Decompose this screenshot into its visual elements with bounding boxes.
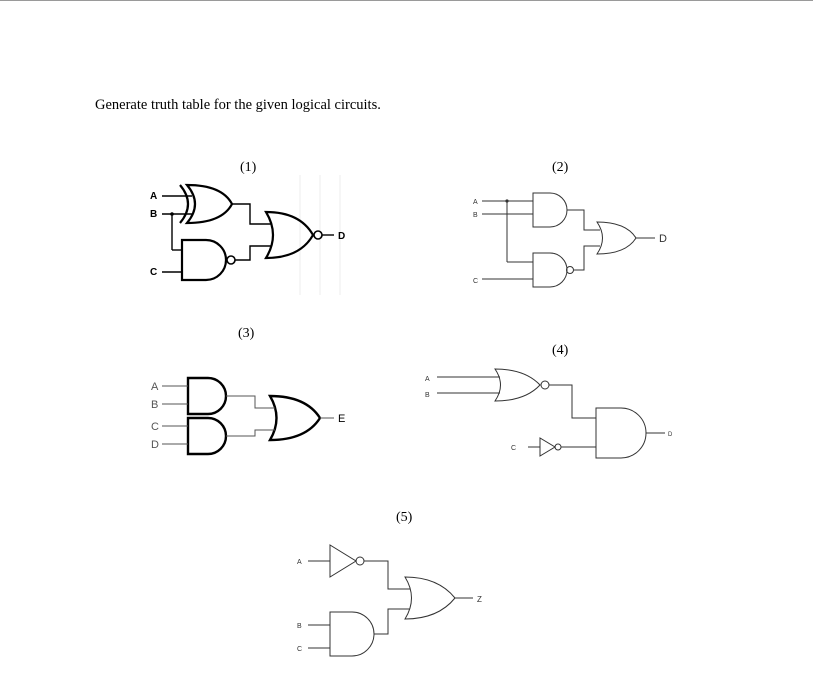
circuit-2-label: (2) bbox=[552, 160, 569, 175]
circuit-1-input-b: B bbox=[150, 209, 158, 220]
circuit-5-labels bbox=[297, 559, 482, 653]
circuit-5-label: (5) bbox=[396, 510, 413, 525]
xor-gate bbox=[180, 185, 188, 223]
nand-bubble bbox=[227, 256, 235, 264]
circuit-4 bbox=[437, 369, 665, 458]
and-gate-bottom bbox=[188, 418, 226, 454]
circuit-3-input-b: B bbox=[151, 399, 159, 411]
circuit-3-input-c: C bbox=[151, 421, 159, 433]
circuit-1-input-a: A bbox=[150, 191, 158, 202]
not-bubble bbox=[356, 557, 364, 565]
instruction-text: Generate truth table for the given logical circuits. bbox=[95, 97, 381, 113]
nor-gate bbox=[266, 212, 313, 258]
circuit-3-output-e: E bbox=[338, 413, 346, 425]
not-gate bbox=[330, 545, 356, 577]
circuit-2-input-b: B bbox=[473, 212, 478, 219]
or-gate bbox=[597, 222, 636, 254]
and-gate bbox=[596, 408, 646, 458]
circuit-5-input-c: C bbox=[297, 646, 303, 653]
circuit-3-label: (3) bbox=[238, 326, 255, 341]
and-gate bbox=[330, 612, 374, 656]
not-gate bbox=[540, 438, 555, 456]
and-gate bbox=[533, 193, 567, 227]
circuit-1-input-c: C bbox=[150, 267, 158, 278]
nand-gate bbox=[533, 253, 567, 287]
nand-bubble bbox=[567, 267, 574, 274]
circuit-3-input-a: A bbox=[151, 381, 159, 393]
nand-gate bbox=[182, 240, 226, 280]
circuit-4-input-b: B bbox=[425, 392, 430, 399]
circuit-5-input-b: B bbox=[297, 623, 302, 630]
circuit-4-input-a: A bbox=[425, 376, 430, 383]
or-gate bbox=[405, 577, 455, 619]
circuit-2-input-c: C bbox=[473, 278, 479, 285]
circuit-2-output-d: D bbox=[659, 233, 667, 245]
nor-bubble bbox=[541, 381, 549, 389]
and-gate-top bbox=[188, 378, 226, 414]
circuit-2 bbox=[482, 193, 655, 287]
or-gate bbox=[270, 396, 320, 440]
circuit-4-label: (4) bbox=[552, 343, 569, 358]
circuit-4-output-d: D bbox=[668, 432, 673, 438]
nor-gate bbox=[495, 369, 540, 401]
circuit-2-input-a: A bbox=[473, 199, 478, 206]
circuit-2-labels bbox=[473, 199, 667, 285]
circuit-5-input-a: A bbox=[297, 559, 302, 566]
circuit-1-label: (1) bbox=[240, 160, 257, 175]
nor-bubble bbox=[314, 231, 322, 239]
circuit-3 bbox=[162, 378, 334, 454]
circuit-1 bbox=[162, 175, 340, 295]
circuit-1-output-d: D bbox=[338, 231, 346, 242]
circuit-4-labels bbox=[425, 376, 673, 452]
circuit-3-input-d: D bbox=[151, 439, 159, 451]
circuit-4-input-c: C bbox=[511, 445, 517, 452]
circuit-3-labels bbox=[151, 381, 345, 451]
circuit-5 bbox=[308, 545, 473, 656]
xor-gate-body bbox=[187, 185, 232, 223]
circuit-5-output-z: Z bbox=[477, 595, 482, 604]
